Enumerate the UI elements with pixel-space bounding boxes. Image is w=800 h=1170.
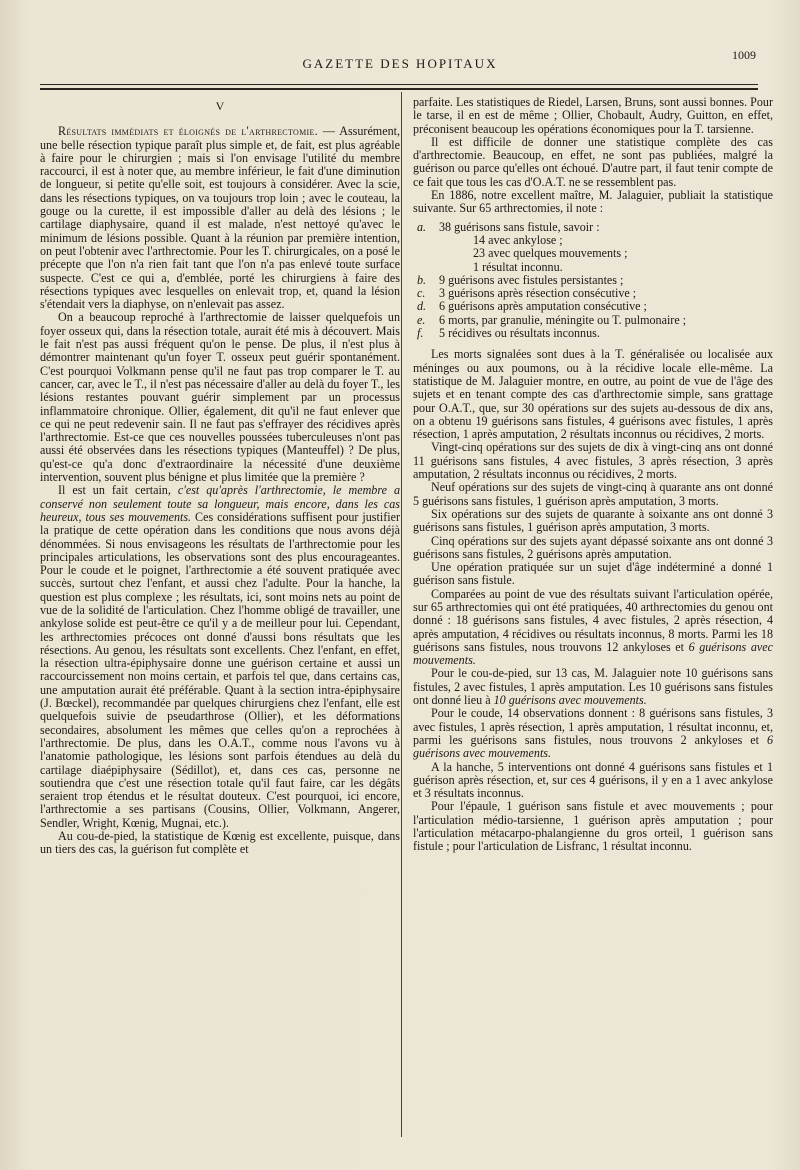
paragraph: Pour l'épaule, 1 guérison sans fistule et avec mouvements ; pour l'articulation médio-tarsienne, 1 guérison après amputation ; pour l'articulation métacarpo-phalangienne du gros orteil, 1 guérison sans fistule ; pour l'articulation de Lisfranc, 1 résultat inconnu. (413, 799, 773, 854)
paragraph: parfaite. Les statistiques de Riedel, Larsen, Bruns, sont aussi bonnes. Pour le tarse, il en est de même ; Ollier, Chobault, Audry, Guitton, en effet, préconisent beaucoup les opérations économiques pour la T. tarsienne. (413, 96, 773, 136)
section-number: V (215, 99, 225, 113)
list-item (413, 287, 773, 300)
left-column (40, 96, 400, 1146)
list-label: f. (417, 326, 424, 341)
page-header (40, 48, 760, 78)
paragraph-text: Il est un fait certain, (58, 483, 171, 498)
paragraph (413, 707, 773, 760)
journal-title: GAZETTE DES HOPITAUX (302, 56, 498, 71)
list-text: 38 guérisons sans fistule, savoir : (439, 219, 600, 234)
list-label: b. (417, 272, 427, 287)
paragraph-text: Assurément, une belle résection typique paraît plus simple et, de fait, est plus agréable à faire pour le chirurgien ; mais si l'on envisage l'utilité du membre raccourci, il est à noter que, au membre inférieur, le fait d'une diminution de longueur, si petite qu'elle soit, est toujours à considérer. Avec la scie, dans les résections typiques, on va toujours trop loin ; avec le couteau, la gouge ou la curette, il est impossible d'aller au delà des lésions ; le cartilage diaphysaire, quand il est malade, n'est nettoyé qu'avec le minimum de lésions possible. Quant à la réunion par première intention, on peut l'obtenir avec l'arthrectomie. Pour les T. chirurgicales, on a posé le précepte que l'on n'a rien fait tant que l'on n'a pas enlevé toute surface suspecte. C'est ce qui a, d'emblée, porté les chirurgiens à faire des résections typiques avec lesquelles on enlevait trop, et, quand la lésion s'étendait vers la diaphyse, on n'enlevait pas assez. (40, 124, 400, 312)
emphasis-text: 6 guérisons avec mouvements. (413, 732, 773, 761)
header-rule (40, 84, 758, 85)
list-label: c. (417, 286, 426, 301)
paragraph (40, 484, 400, 830)
list-text: 1 résultat inconnu. (473, 259, 563, 274)
list-item (413, 314, 773, 327)
header-double-rule (40, 88, 758, 90)
list-item (413, 221, 773, 234)
paragraph: Il est difficile de donner une statistique complète des cas d'arthrectomie. Beaucoup, en effet, ne sont pas publiées, malgré la guérison ou parce qu'elles ont échoué. D'autre part, il faut tenir compte de ce fait que tous les cas d'O.A.T. ne se ressemblent pas. (413, 134, 773, 189)
list-label: d. (417, 299, 427, 314)
paragraph-text: Ces considérations suffisent pour justifier la pratique de cette opération dans les conditions que nous avons déjà dénommées. Si nous envisageons les résultats de l'arthrectomie pour les principales articulations, les observations sont des plus encourageantes. Pour le coude et le poignet, l'arthrectomie a été souvent pratiquée avec succès, surtout chez l'enfant, et aussi chez l'adulte. Pour la hanche, la question est plus complexe ; les résultats, ici, sont moins nets au point de vue de la solidité de l'articulation. Chez l'homme obligé de travailler, une ankylose solide est peut-être ce qu'il y a de meilleur pour lui. Cependant, les arthrectomies précoces ont donné d'aussi bons résultats que les résections. Au genou, les résultats sont excellents. Chez l'enfant, en effet, la résection ultra-épiphysaire donne une guérison certaine et aussi un raccourcissement non moins certain, et parfois tel que, dans certains cas, une amputation aurait été préférable. Quant à la section intra-épiphysaire (J. Bœckel), recommandée par quelques chirurgiens chez l'enfant, elle est quelquefois suivie de pseudarthrose (Ollier), et les déformations secondaires, absolument les mêmes que celles qu'on a reprochées à l'arthrectomie. De plus, dans les O.A.T., comme nous l'avons vu à l'anatomie pathologique, les lésions sont parfois étendues au delà du cartilage diaépiphysaire (Sédillot), et, dans ces cas, personne ne soutiendra que c'est une résection totale qu'il faut faire, car les dégâts seraient trop étendus et le résultat douteux. C'est pourquoi, ici encore, l'arthrectomie a ses partisans (Cousins, Ollier, Volkmann, Angerer, Sendler, Wright, Kœnig, Mugnai, etc.). (40, 509, 400, 830)
paragraph: En 1886, notre excellent maître, M. Jalaguier, publiait la statistique suivante. Sur 65 arthrectomies, il note : (413, 188, 773, 216)
list-text: 5 récidives ou résultats inconnus. (439, 326, 600, 341)
emphasis-text: 6 guérisons avec mouvements. (413, 639, 773, 668)
list-text: 3 guérisons après résection consécutive ; (439, 286, 637, 301)
paragraph (413, 588, 773, 668)
list-item (413, 247, 773, 260)
paragraph: A la hanche, 5 interventions ont donné 4 guérisons sans fistules et 1 guérison après résection, et, sur ces 4 guérisons, il y en a 1 avec ankylose et 3 résultats inconnus. (413, 759, 773, 801)
paragraph: Les morts signalées sont dues à la T. généralisée ou localisée aux méninges ou aux poumons, ou à la récidive locale elle-même. La statistique de M. Jalaguier montre, en outre, au point de vue de l'âge des sujets et en tenant compte des cas d'arthrectomie simple, sans grattage pour O.A.T., que, sur 30 opérations sur des sujets au-dessous de dix ans, on a obtenu 19 guérisons sans fistules, 4 guérisons avec fistules, 1 après résection, 1 après amputation, 2 résultats inconnus ou récidives, 2 morts. (413, 347, 773, 442)
statistics-list (413, 221, 773, 341)
paragraph-text: Pour le coude, 14 observations donnent : 8 guérisons sans fistules, 3 avec fistules, 1 après résection, 1 après amputation, 1 résultat inconnu, et, parmi les guérisons sans fistules, nous trouvons 2 ankyloses et (413, 706, 773, 747)
section-heading: Résultats immédiats et éloignés de l'arthrectomie. — (58, 124, 336, 139)
list-label: e. (417, 312, 426, 327)
list-item (413, 274, 773, 287)
paragraph (413, 667, 773, 707)
list-item (413, 234, 773, 247)
right-column (413, 96, 773, 1146)
list-text: 23 avec quelques mouvements ; (473, 246, 628, 261)
column-separator (401, 92, 402, 1137)
paragraph-text: Comparées au point de vue des résultats suivant l'articulation opérée, sur 65 arthrectomies qui ont été pratiquées, 40 arthrectomies du genou ont donné : 18 guérisons sans fistules, 4 avec fistules, 2 après résection, 4 après amputation, 4 récidives ou résultats inconnus, 8 morts. Parmi les 18 guérisons sans fistules, nous trouvons 12 ankyloses et (413, 586, 773, 654)
list-text: 14 avec ankylose ; (473, 232, 563, 247)
paragraph (40, 125, 400, 311)
page-number: 1009 (732, 48, 756, 62)
paragraph: Six opérations sur des sujets de quarante à soixante ans ont donné 3 guérisons sans fistules, 1 guérison après amputation, 3 morts. (413, 506, 773, 535)
emphasis-text: 10 guérisons avec mouvements. (493, 693, 647, 708)
list-text: 6 morts, par granulie, méningite ou T. pulmonaire ; (439, 312, 687, 327)
paragraph: Une opération pratiquée sur un sujet d'âge indéterminé a donné 1 guérison sans fistule. (413, 560, 773, 588)
list-text: 9 guérisons avec fistules persistantes ; (439, 272, 624, 287)
paragraph: Au cou-de-pied, la statistique de Kœnig est excellente, puisque, dans un tiers des cas, la guérison fut complète et (40, 829, 400, 857)
paragraph: Cinq opérations sur des sujets ayant dépassé soixante ans ont donné 3 guérisons sans fistules, 2 guérisons après amputation. (413, 533, 773, 561)
list-item (413, 327, 773, 340)
list-item (413, 261, 773, 274)
list-item (413, 300, 773, 313)
list-text: 6 guérisons après amputation consécutive ; (439, 299, 647, 314)
emphasis-text: c'est qu'après l'arthrectomie, le membre a conservé non seulement toute sa longueur, mais encore, dans les cas heureux, tous ses mouvements. (40, 483, 400, 524)
paragraph: Vingt-cinq opérations sur des sujets de dix à vingt-cinq ans ont donné 11 guérisons sans fistules, 4 avec fistules, 3 après résection, 3 après amputation, 2 résultats inconnus ou récidives, 2 morts. (413, 440, 773, 482)
paragraph-text: Pour le cou-de-pied, sur 13 cas, M. Jalaguier note 10 guérisons sans fistules, 2 avec fistules, 1 après amputation. Les 10 guérisons sans fistules ont donné lieu à (413, 666, 773, 708)
list-label: a. (417, 219, 427, 234)
paragraph: Neuf opérations sur des sujets de vingt-cinq à quarante ans ont donné 5 guérisons sans fistules, 1 guérison après amputation, 3 morts. (413, 480, 773, 508)
paragraph: On a beaucoup reproché à l'arthrectomie de laisser quelquefois un foyer osseux qui, dans la résection totale, aurait été mis à découvert. Mais le fait n'est pas aussi fréquent qu'on le pense. De plus, il n'est plus à démontrer maintenant qu'un foyer T. osseux peut guérir spontanément. C'est pourquoi Volkmann pense qu'il ne faut pas trop comparer le T. au cancer, car, avec le T., il n'est pas nécessaire d'aller au delà du foyer T., les lésions restantes pouvant guérir simplement par un processus inflammatoire chronique. Ollier, également, dit qu'il ne faut enlever que ce qui ne peut redevenir sain. Il ne faut pas s'effrayer des récidives après l'arthrectomie. Est-ce que ces nouvelles poussées tuberculeuses n'ont pas aussi été observées dans les résections typiques (Manteuffel) ? De plus, qu'est-ce qu'a donc d'extraordinaire la nécessité d'une deuxième intervention, souvent plus bénigne et plus limitée que la première ? (40, 310, 400, 485)
